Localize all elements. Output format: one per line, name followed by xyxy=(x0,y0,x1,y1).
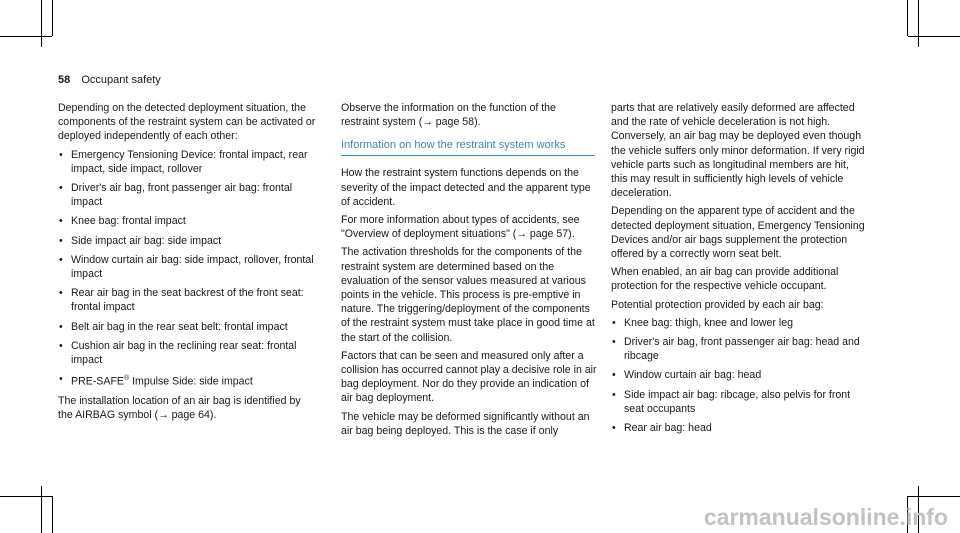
section-title: Occupant safety xyxy=(81,74,161,86)
crop-mark xyxy=(907,0,908,36)
section-heading: Information on how the restraint system works xyxy=(341,137,595,156)
page-header xyxy=(58,73,161,87)
registered-mark: ® xyxy=(123,375,130,383)
crop-mark xyxy=(908,496,960,497)
column-right xyxy=(611,101,865,440)
paragraph: The activation thresholds for the components of the restraint system are determined based on the evaluation of the sensor values measured at various points in the vehicle. This process is pre-emptive in nature. The triggering/deployment of the components of the restraint system must take place in good time at the start of the collision. xyxy=(341,246,595,344)
list-item: • Window curtain air bag: head xyxy=(611,368,865,382)
protection-list xyxy=(611,316,865,435)
list-item: • Driver's air bag, front passenger air bag: head and ribcage xyxy=(611,335,865,363)
list-item: • Belt air bag in the rear seat belt: frontal impact xyxy=(58,320,316,334)
list-item: • Rear air bag in the seat backrest of the front seat: frontal impact xyxy=(58,286,316,314)
list-item: • Knee bag: frontal impact xyxy=(58,214,316,228)
list-item: • Knee bag: thigh, knee and lower leg xyxy=(611,316,865,330)
list-item: • Side impact air bag: ribcage, also pelvis for front seat occupants xyxy=(611,388,865,416)
presafe-desc: Impulse Side: side impact xyxy=(129,375,253,388)
paragraph: When enabled, an air bag can provide additional protection for the respective vehicle occupant. xyxy=(611,266,839,293)
paragraph: Factors that can be seen and measured only after a collision has occurred cannot play a decisive role in air bag deployment. Nor do they provide an indication of air bag deployment. xyxy=(341,349,597,405)
intro-paragraph: Depending on the detected deployment situation, the components of the restraint system can be activated or deployed independently of each other: xyxy=(58,102,316,143)
crop-mark xyxy=(52,0,53,36)
page-number: 58 xyxy=(58,74,71,86)
column-middle xyxy=(341,101,597,442)
crop-mark xyxy=(0,36,52,37)
list-item: • Window curtain air bag: side impact, rollover, frontal impact xyxy=(58,253,316,281)
paragraph: The vehicle may be deformed significantly without an air bag being deployed. This is the case if only xyxy=(341,410,590,437)
crop-mark xyxy=(0,496,52,497)
list-item: • Emergency Tensioning Device: frontal impact, rear impact, side impact, rollover xyxy=(58,148,316,176)
airbag-symbol-note[interactable]: The installation location of an air bag is identified by the AIRBAG symbol (→ page 64). xyxy=(58,394,301,422)
paragraph: How the restraint system functions depends on the severity of the impact detected and the apparent type of accident. xyxy=(341,167,591,208)
list-item: • Rear air bag: head xyxy=(611,421,865,435)
crop-mark xyxy=(41,486,42,533)
paragraph-cross-reference[interactable]: For more information about types of accidents, see "Overview of deployment situations" (→ page 57). xyxy=(341,214,580,241)
crop-mark xyxy=(41,0,42,47)
crop-mark xyxy=(918,0,919,47)
paragraph: Potential protection provided by each air bag: xyxy=(611,298,824,311)
list-item-presafe xyxy=(58,372,316,389)
list-item: • Driver's air bag, front passenger air bag: frontal impact xyxy=(58,181,316,209)
deployment-list xyxy=(58,148,316,389)
column-left xyxy=(58,101,316,426)
observe-note[interactable]: Observe the information on the function of the restraint system (→ page 58). xyxy=(341,102,556,129)
paragraph: Depending on the apparent type of accident and the detected deployment situation, Emergency Tensioning Devices and/or air bags supplement the protection offered by a correctly worn seat belt. xyxy=(611,205,865,261)
list-item: • Side impact air bag: side impact xyxy=(58,234,316,248)
crop-mark xyxy=(908,36,960,37)
paragraph: parts that are relatively easily deformed are affected and the rate of vehicle deceleration is not high. Conversely, an air bag may be deployed even though the vehicle suffers only minor deformation. If very rigid vehicle parts such as longitudinal members are hit, this may result in sufficiently high levels of vehicle deceleration. xyxy=(611,102,865,200)
watermark: carmanualsonline.info xyxy=(703,504,948,530)
presafe-name: PRE-SAFE xyxy=(71,375,124,388)
crop-mark xyxy=(52,496,53,533)
list-item: • Cushion air bag in the reclining rear seat: frontal impact xyxy=(58,339,316,367)
